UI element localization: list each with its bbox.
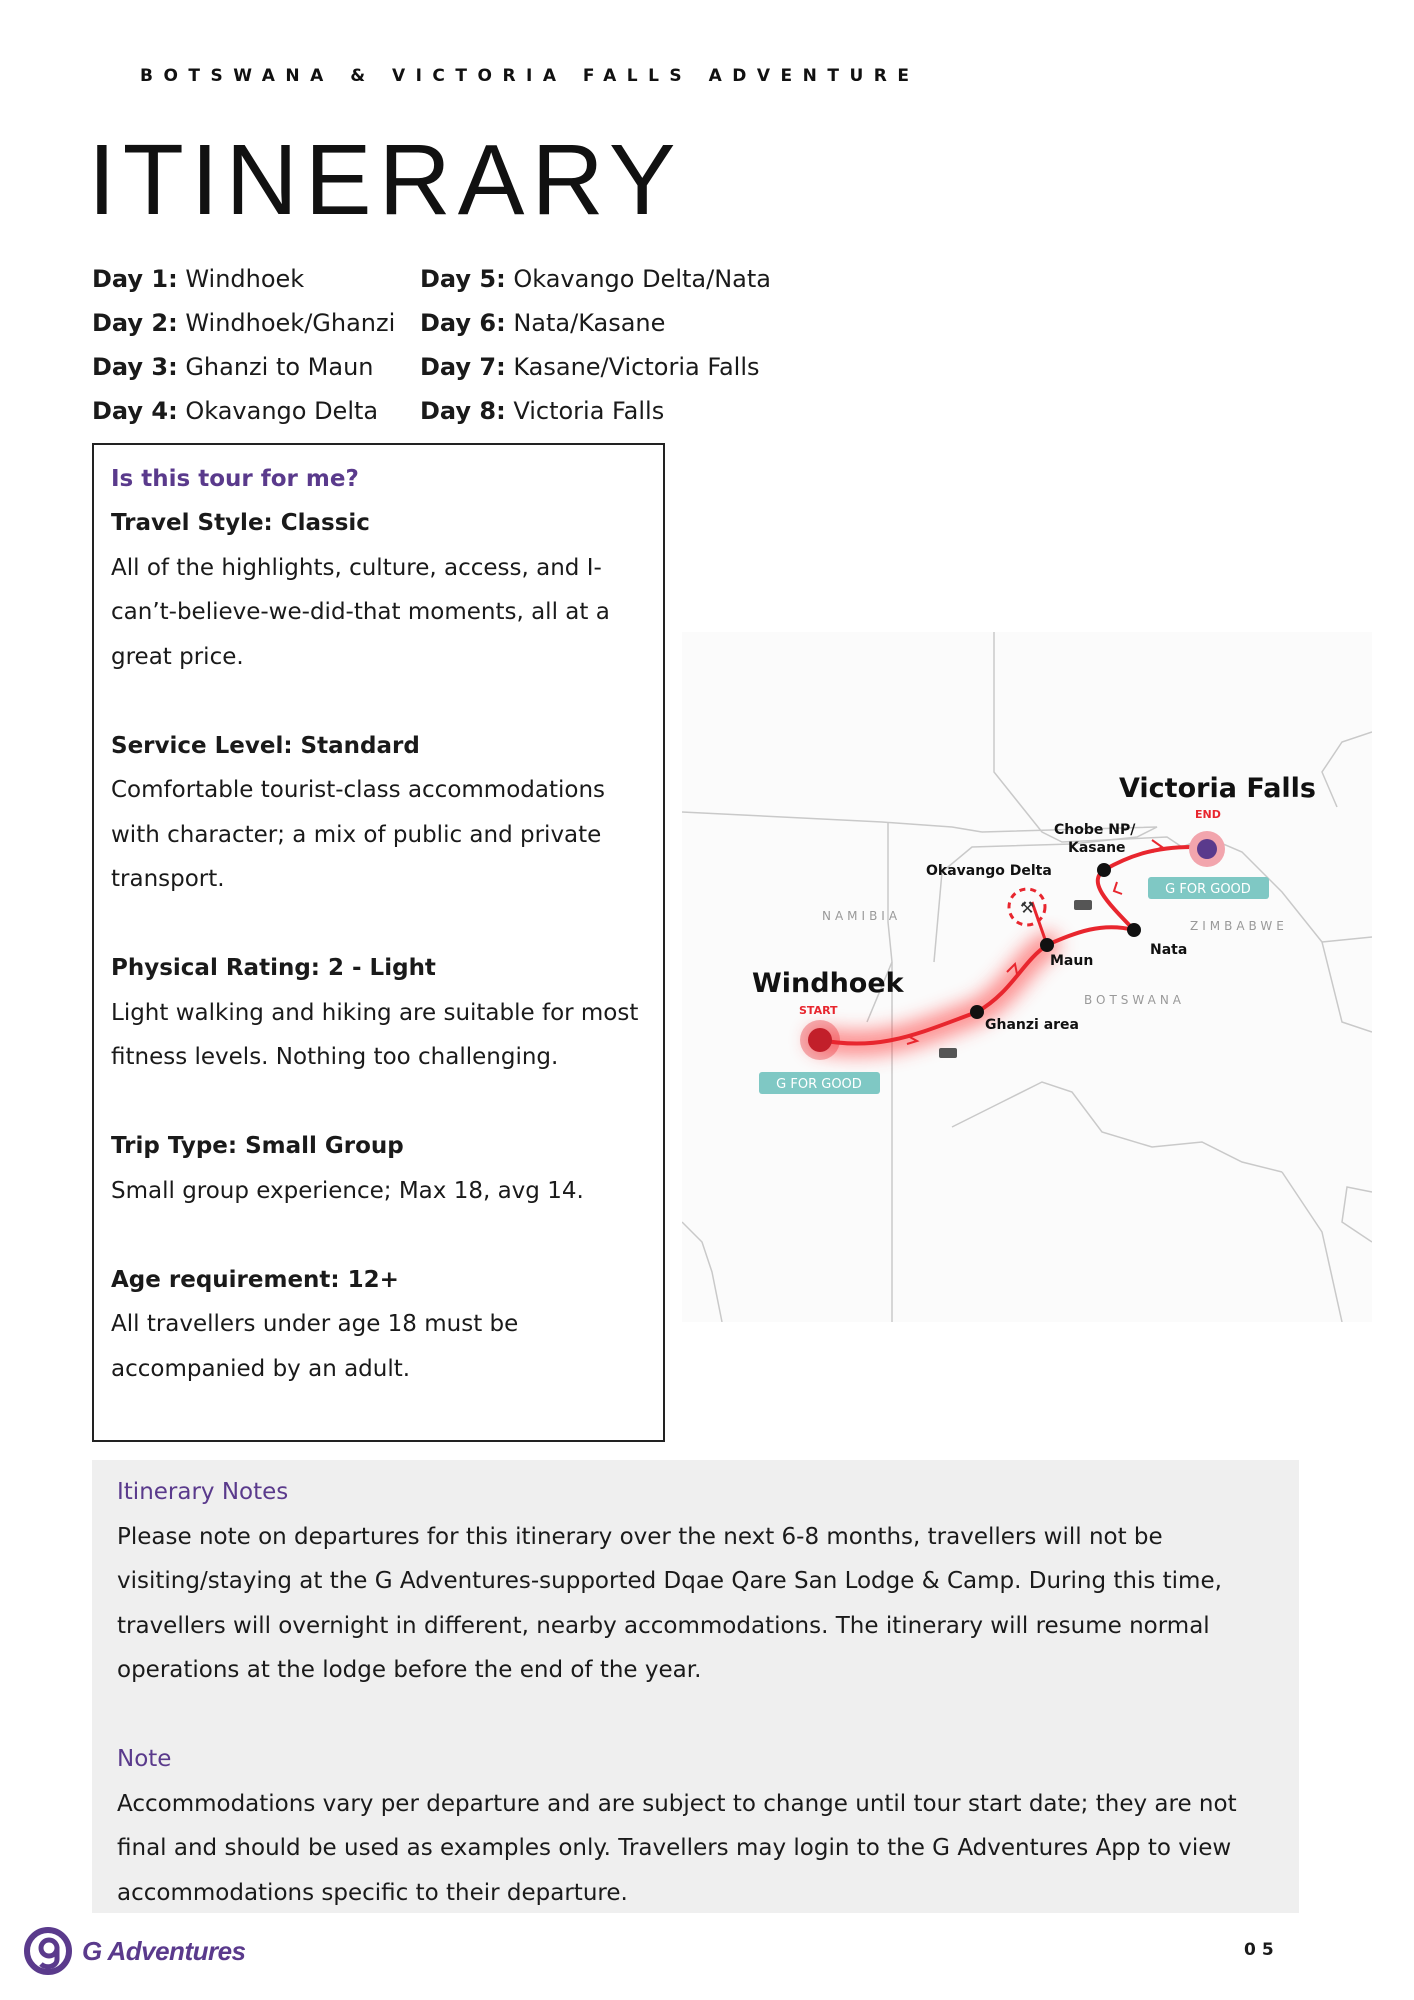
stop-maun-marker	[1040, 938, 1054, 952]
stop-chobe-label: Chobe NP/	[1054, 822, 1136, 838]
day-list	[92, 262, 780, 428]
travel-style-heading: Travel Style: Classic	[111, 510, 370, 536]
trip-type-text: Small group experience; Max 18, avg 14.	[111, 1177, 584, 1204]
page-title: ITINERARY	[88, 124, 683, 236]
day-place: Okavango Delta	[185, 397, 379, 425]
day-item	[92, 306, 420, 340]
stop-ghanzi-marker	[970, 1005, 984, 1019]
itinerary-notes-heading: Itinerary Notes	[117, 1479, 289, 1505]
day-item	[420, 394, 780, 428]
day-label: Day 6:	[420, 309, 506, 337]
day-label: Day 4:	[92, 397, 178, 425]
itinerary-notes-text: Please note on departures for this itinerary over the next 6-8 months, travellers will not be visiting/staying at the G Adventures-supported Dqae Qare San Lodge & Camp. During this time, travellers will overnight in different, nearby accommodations. The itinerary will resume normal operations at the lodge before the end of the year.	[117, 1523, 1222, 1683]
day-label: Day 5:	[420, 265, 506, 293]
stop-okavango-label: Okavango Delta	[926, 863, 1052, 879]
start-badge-label: G FOR GOOD	[776, 1077, 862, 1092]
route-map-svg	[682, 632, 1372, 1322]
day-place: Ghanzi to Maun	[185, 353, 374, 381]
hiking-icon: ⚒	[1020, 898, 1035, 917]
day-place: Nata/Kasane	[513, 309, 666, 337]
day-place: Kasane/Victoria Falls	[513, 353, 760, 381]
trip-type-heading: Trip Type: Small Group	[111, 1133, 404, 1159]
g-adventures-logo-icon	[22, 1925, 74, 1977]
tour-info-question: Is this tour for me?	[111, 466, 359, 492]
day-place: Victoria Falls	[513, 397, 665, 425]
country-label-botswana: BOTSWANA	[1084, 993, 1186, 1007]
day-place: Windhoek	[185, 265, 305, 293]
day-label: Day 1:	[92, 265, 178, 293]
page-number: 05	[1244, 1940, 1280, 1960]
day-item	[420, 306, 780, 340]
stop-kasane-label: Kasane	[1068, 840, 1126, 856]
travel-style-text: All of the highlights, culture, access, and I-can’t-believe-we-did-that moments, all at a great price.	[111, 554, 610, 670]
notes-panel	[92, 1460, 1299, 1913]
day-label: Day 8:	[420, 397, 506, 425]
end-tag: END	[1195, 808, 1221, 821]
day-label: Day 2:	[92, 309, 178, 337]
country-label-namibia: NAMIBIA	[822, 909, 902, 923]
physical-rating-text: Light walking and hiking are suitable for most fitness levels. Nothing too challenging.	[111, 999, 639, 1070]
footer-logo	[22, 1925, 246, 1977]
day-item	[92, 350, 420, 384]
start-marker	[808, 1028, 832, 1052]
note-heading: Note	[117, 1746, 172, 1772]
end-marker	[1197, 839, 1217, 859]
start-tag: START	[799, 1004, 838, 1017]
bus-icon	[939, 1048, 957, 1058]
day-label: Day 3:	[92, 353, 178, 381]
document-eyebrow: BOTSWANA & VICTORIA FALLS ADVENTURE	[140, 66, 920, 86]
service-level-heading: Service Level: Standard	[111, 732, 420, 759]
note-text: Accommodations vary per departure and are subject to change until tour start date; they are not final and should be used as examples only. Travellers may login to the G Adventures App to view accommodations specific to their departure.	[117, 1790, 1237, 1906]
stop-maun-label: Maun	[1050, 953, 1094, 969]
end-badge-label: G FOR GOOD	[1165, 882, 1251, 897]
stop-nata-marker	[1127, 923, 1141, 937]
stop-ghanzi-label: Ghanzi area	[985, 1017, 1079, 1033]
bus-icon	[1074, 900, 1092, 910]
day-item	[92, 394, 420, 428]
day-place: Windhoek/Ghanzi	[185, 309, 396, 337]
stop-nata-label: Nata	[1150, 942, 1188, 958]
day-item	[420, 350, 780, 384]
country-label-zimbabwe: ZIMBABWE	[1190, 919, 1288, 933]
start-city-label: Windhoek	[752, 968, 904, 999]
stop-kasane-marker	[1097, 863, 1111, 877]
day-item	[92, 262, 420, 296]
age-requirement-heading: Age requirement: 12+	[111, 1266, 399, 1293]
brand-name: G Adventures	[82, 1935, 246, 1966]
route-map	[682, 632, 1372, 1322]
day-item	[420, 262, 780, 296]
service-level-text: Comfortable tourist-class accommodations with character; a mix of public and private transport.	[111, 777, 606, 892]
physical-rating-heading: Physical Rating: 2 - Light	[111, 955, 436, 981]
end-city-label: Victoria Falls	[1119, 773, 1316, 804]
tour-info-box	[92, 443, 665, 1442]
day-place: Okavango Delta/Nata	[513, 265, 771, 293]
day-label: Day 7:	[420, 353, 506, 381]
age-requirement-text: All travellers under age 18 must be accompanied by an adult.	[111, 1311, 519, 1382]
